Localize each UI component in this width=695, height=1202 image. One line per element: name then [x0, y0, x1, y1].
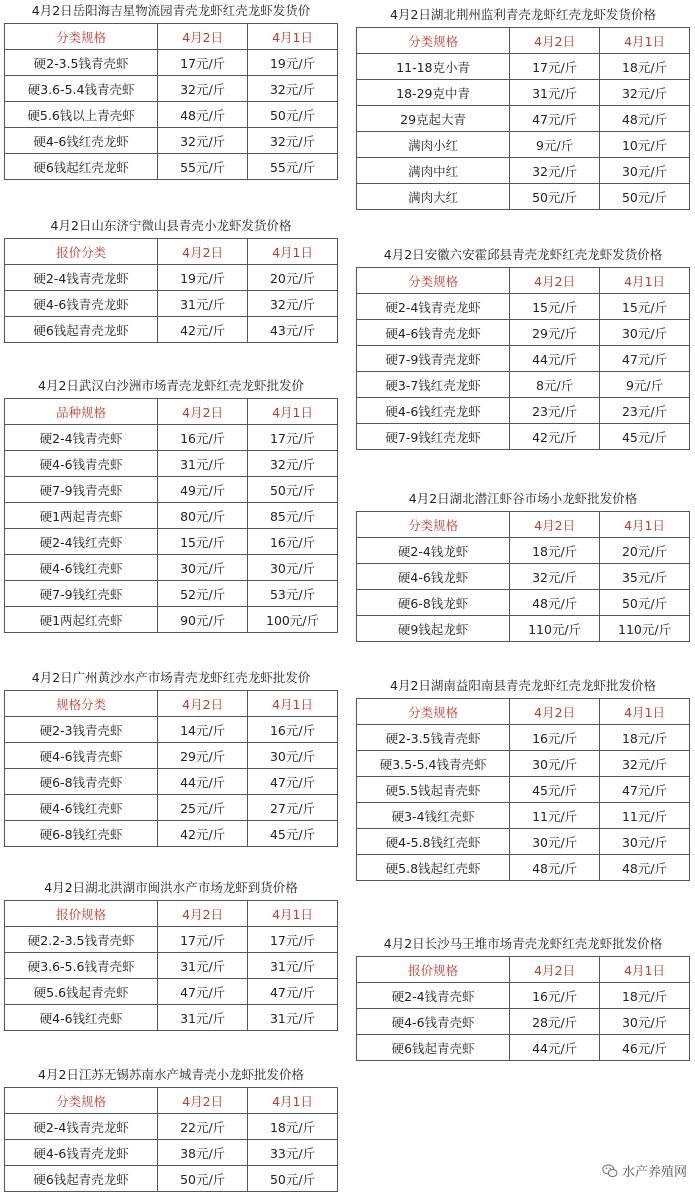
spec-cell: 硬3.5-5.4钱青壳虾: [357, 751, 510, 777]
price-cell: 30元/斤: [248, 743, 338, 769]
spec-cell: 满肉中红: [357, 158, 510, 184]
table-row: [5, 477, 338, 503]
column-header: 分类规格: [357, 28, 510, 54]
column-header: 4月2日: [510, 512, 600, 538]
spec-cell: 硬7-9钱青壳虾: [5, 477, 158, 503]
price-cell: 30元/斤: [600, 158, 690, 184]
price-cell: 50元/斤: [248, 477, 338, 503]
price-cell: 32元/斤: [510, 158, 600, 184]
price-block-9: [356, 678, 690, 881]
spec-cell: 29克起大青: [357, 106, 510, 132]
table-header-row: [5, 691, 338, 717]
price-cell: 31元/斤: [248, 1005, 338, 1031]
price-cell: 50元/斤: [248, 102, 338, 128]
price-cell: 28元/斤: [510, 1009, 600, 1035]
table-row: [357, 184, 690, 210]
price-cell: 16元/斤: [248, 717, 338, 743]
price-cell: 44元/斤: [510, 1035, 600, 1061]
table-row: [357, 294, 690, 320]
spec-cell: 硬3-7钱红壳龙虾: [357, 372, 510, 398]
spec-cell: 满肉大红: [357, 184, 510, 210]
column-header: 分类规格: [357, 512, 510, 538]
price-cell: 31元/斤: [158, 1005, 248, 1031]
spec-cell: 硬4-6钱青壳虾: [5, 743, 158, 769]
table-row: [5, 50, 338, 76]
table-row: [5, 795, 338, 821]
price-cell: 35元/斤: [600, 564, 690, 590]
column-header: 4月2日: [510, 699, 600, 725]
price-cell: 32元/斤: [158, 128, 248, 154]
price-cell: 32元/斤: [600, 80, 690, 106]
spec-cell: 硬4-6钱龙虾: [357, 564, 510, 590]
table-title: 4月2日湖北洪湖市闽洪水产市场龙虾到货价格: [44, 880, 298, 895]
price-cell: 50元/斤: [248, 1166, 338, 1192]
price-cell: 17元/斤: [248, 927, 338, 953]
price-cell: 90元/斤: [158, 607, 248, 633]
price-cell: 15元/斤: [510, 294, 600, 320]
table-row: [5, 317, 338, 343]
price-block-10: [356, 936, 690, 1061]
spec-cell: 硬3.6-5.4钱青壳虾: [5, 76, 158, 102]
price-cell: 18元/斤: [248, 1114, 338, 1140]
price-cell: 19元/斤: [158, 265, 248, 291]
price-cell: 48元/斤: [510, 590, 600, 616]
spec-cell: 硬6钱起青壳虾: [357, 1035, 510, 1061]
column-header: 报价分类: [5, 239, 158, 265]
price-cell: 18元/斤: [600, 983, 690, 1009]
price-cell: 42元/斤: [510, 424, 600, 450]
price-cell: 15元/斤: [158, 529, 248, 555]
spec-cell: 硬6-8钱青壳虾: [5, 769, 158, 795]
spec-cell: 硬7-9钱红壳虾: [5, 581, 158, 607]
price-cell: 47元/斤: [600, 346, 690, 372]
table-row: [357, 106, 690, 132]
table-row: [357, 590, 690, 616]
spec-cell: 硬4-6钱红壳虾: [5, 1005, 158, 1031]
table-header-row: [5, 1088, 338, 1114]
table-row: [5, 529, 338, 555]
spec-cell: 硬4-6钱红壳龙虾: [357, 398, 510, 424]
price-cell: 19元/斤: [248, 50, 338, 76]
price-cell: 52元/斤: [158, 581, 248, 607]
price-cell: 18元/斤: [600, 54, 690, 80]
price-cell: 100元/斤: [248, 607, 338, 633]
table-row: [5, 503, 338, 529]
table-row: [5, 451, 338, 477]
price-cell: 9元/斤: [600, 372, 690, 398]
spec-cell: 硬4-6钱青壳虾: [5, 451, 158, 477]
column-header: 4月1日: [248, 691, 338, 717]
table-row: [5, 102, 338, 128]
price-cell: 43元/斤: [248, 317, 338, 343]
table-header-row: [5, 399, 338, 425]
price-cell: 32元/斤: [248, 76, 338, 102]
spec-cell: 硬1两起红壳虾: [5, 607, 158, 633]
price-cell: 20元/斤: [248, 265, 338, 291]
price-cell: 30元/斤: [600, 829, 690, 855]
price-cell: 38元/斤: [158, 1140, 248, 1166]
column-header: 4月1日: [248, 399, 338, 425]
spec-cell: 硬2-4钱红壳虾: [5, 529, 158, 555]
spec-cell: 硬4-6钱青壳龙虾: [5, 1140, 158, 1166]
price-cell: 46元/斤: [600, 1035, 690, 1061]
table-row: [357, 751, 690, 777]
price-cell: 45元/斤: [600, 424, 690, 450]
price-cell: 33元/斤: [248, 1140, 338, 1166]
spec-cell: 硬4-6钱红壳龙虾: [5, 128, 158, 154]
spec-cell: 硬6钱起青壳龙虾: [5, 317, 158, 343]
price-table: [356, 511, 690, 642]
price-cell: 30元/斤: [510, 751, 600, 777]
table-row: [357, 398, 690, 424]
column-header: 分类规格: [5, 24, 158, 50]
table-title: 4月2日长沙马王堆市场青壳龙虾红壳龙虾批发价格: [383, 936, 663, 951]
table-header-row: [5, 239, 338, 265]
spec-cell: 硬4-6钱青壳龙虾: [357, 320, 510, 346]
column-header: 4月2日: [158, 399, 248, 425]
price-cell: 30元/斤: [248, 555, 338, 581]
table-row: [357, 372, 690, 398]
spec-cell: 硬3-4钱红壳虾: [357, 803, 510, 829]
price-table: [4, 238, 338, 343]
table-row: [5, 717, 338, 743]
price-cell: 16元/斤: [158, 425, 248, 451]
table-row: [357, 158, 690, 184]
spec-cell: 硬7-9钱红壳龙虾: [357, 424, 510, 450]
price-cell: 42元/斤: [158, 317, 248, 343]
column-header: 分类规格: [5, 1088, 158, 1114]
spec-cell: 硬2-3.5钱青壳虾: [5, 50, 158, 76]
table-row: [357, 80, 690, 106]
table-row: [5, 769, 338, 795]
column-header: 4月2日: [158, 691, 248, 717]
price-cell: 18元/斤: [600, 725, 690, 751]
spec-cell: 18-29克中青: [357, 80, 510, 106]
watermark: [602, 1161, 687, 1180]
column-header: 4月1日: [600, 268, 690, 294]
price-block-4: [4, 880, 338, 1031]
price-cell: 80元/斤: [158, 503, 248, 529]
price-cell: 31元/斤: [510, 80, 600, 106]
table-row: [357, 320, 690, 346]
price-cell: 9元/斤: [510, 132, 600, 158]
price-cell: 53元/斤: [248, 581, 338, 607]
price-block-5: [4, 1067, 338, 1192]
price-cell: 14元/斤: [158, 717, 248, 743]
spec-cell: 硬5.5钱起青壳虾: [357, 777, 510, 803]
price-block-7: [356, 247, 690, 450]
price-cell: 15元/斤: [600, 294, 690, 320]
table-row: [5, 821, 338, 847]
table-row: [5, 76, 338, 102]
table-row: [357, 538, 690, 564]
table-row: [357, 616, 690, 642]
price-block-2: [4, 378, 338, 633]
spec-cell: 硬4-6钱青壳龙虾: [5, 291, 158, 317]
spec-cell: 硬2-4钱龙虾: [357, 538, 510, 564]
price-cell: 47元/斤: [600, 777, 690, 803]
price-table: [4, 900, 338, 1031]
column-header: 4月2日: [158, 239, 248, 265]
wechat-icon: [602, 1163, 618, 1179]
spec-cell: 硬9钱起龙虾: [357, 616, 510, 642]
table-title: 4月2日岳阳海吉星物流园青壳龙虾红壳龙虾发货价: [31, 3, 311, 18]
price-cell: 49元/斤: [158, 477, 248, 503]
column-header: 4月2日: [158, 901, 248, 927]
price-table: [4, 1087, 338, 1192]
table-row: [357, 424, 690, 450]
price-cell: 30元/斤: [600, 1009, 690, 1035]
column-header: 4月2日: [510, 957, 600, 983]
price-cell: 16元/斤: [248, 529, 338, 555]
price-cell: 11元/斤: [510, 803, 600, 829]
table-row: [357, 983, 690, 1009]
spec-cell: 硬5.6钱起青壳虾: [5, 979, 158, 1005]
table-row: [5, 555, 338, 581]
column-header: 4月2日: [158, 24, 248, 50]
spec-cell: 硬3.6-5.6钱青壳虾: [5, 953, 158, 979]
table-row: [5, 743, 338, 769]
table-row: [357, 777, 690, 803]
price-cell: 47元/斤: [510, 106, 600, 132]
column-header: 4月2日: [510, 268, 600, 294]
table-row: [357, 564, 690, 590]
spec-cell: 硬2-4钱青壳龙虾: [5, 1114, 158, 1140]
spec-cell: 11-18克小青: [357, 54, 510, 80]
price-block-0: [4, 3, 338, 180]
price-cell: 47元/斤: [248, 769, 338, 795]
table-row: [5, 607, 338, 633]
spec-cell: 硬4-6钱青壳虾: [357, 1009, 510, 1035]
spec-cell: 硬6钱起红壳龙虾: [5, 154, 158, 180]
table-row: [5, 979, 338, 1005]
watermark-text: 水产养殖网: [621, 1165, 687, 1180]
price-cell: 55元/斤: [248, 154, 338, 180]
column-header: 4月2日: [510, 28, 600, 54]
price-cell: 17元/斤: [158, 927, 248, 953]
column-header: 4月1日: [600, 699, 690, 725]
price-cell: 50元/斤: [510, 184, 600, 210]
price-cell: 44元/斤: [158, 769, 248, 795]
spec-cell: 硬2-4钱青壳龙虾: [357, 294, 510, 320]
table-row: [5, 581, 338, 607]
price-cell: 50元/斤: [158, 1166, 248, 1192]
price-table: [356, 267, 690, 450]
price-cell: 85元/斤: [248, 503, 338, 529]
price-cell: 48元/斤: [510, 855, 600, 881]
table-header-row: [5, 24, 338, 50]
price-cell: 11元/斤: [600, 803, 690, 829]
column-header: 4月1日: [248, 1088, 338, 1114]
price-cell: 20元/斤: [600, 538, 690, 564]
table-row: [5, 953, 338, 979]
table-row: [357, 1009, 690, 1035]
table-title: 4月2日湖北潜江虾谷市场小龙虾批发价格: [408, 491, 638, 506]
table-row: [5, 1140, 338, 1166]
column-header: 报价规格: [357, 957, 510, 983]
price-table: [4, 23, 338, 180]
spec-cell: 硬5.6钱以上青壳虾: [5, 102, 158, 128]
spec-cell: 硬1两起青壳虾: [5, 503, 158, 529]
price-block-6: [356, 7, 690, 210]
table-title: 4月2日江苏无锡苏南水产城青壳小龙虾批发价格: [38, 1067, 304, 1082]
column-header: 报价规格: [5, 901, 158, 927]
price-cell: 17元/斤: [158, 50, 248, 76]
column-header: 4月1日: [600, 28, 690, 54]
price-cell: 32元/斤: [248, 291, 338, 317]
spec-cell: 硬2-4钱青壳龙虾: [5, 265, 158, 291]
price-cell: 45元/斤: [510, 777, 600, 803]
price-cell: 30元/斤: [510, 829, 600, 855]
price-cell: 31元/斤: [158, 291, 248, 317]
column-header: 分类规格: [357, 699, 510, 725]
price-cell: 48元/斤: [158, 102, 248, 128]
table-title: 4月2日湖南益阳南县青壳龙虾红壳龙虾批发价格: [390, 678, 656, 693]
spec-cell: 硬6钱起青壳龙虾: [5, 1166, 158, 1192]
price-cell: 42元/斤: [158, 821, 248, 847]
price-cell: 110元/斤: [600, 616, 690, 642]
price-cell: 16元/斤: [510, 725, 600, 751]
table-row: [5, 1114, 338, 1140]
column-header: 4月2日: [158, 1088, 248, 1114]
table-row: [5, 265, 338, 291]
price-table: [356, 698, 690, 881]
table-header-row: [357, 512, 690, 538]
price-cell: 32元/斤: [158, 76, 248, 102]
spec-cell: 硬5.8钱起红壳虾: [357, 855, 510, 881]
price-cell: 50元/斤: [600, 590, 690, 616]
table-header-row: [357, 268, 690, 294]
price-cell: 17元/斤: [248, 425, 338, 451]
price-cell: 23元/斤: [600, 398, 690, 424]
table-title: 4月2日武汉白沙洲市场青壳龙虾红壳龙虾批发价: [38, 378, 304, 393]
price-table: [4, 690, 338, 847]
price-cell: 31元/斤: [158, 451, 248, 477]
table-row: [357, 346, 690, 372]
table-header-row: [357, 699, 690, 725]
spec-cell: 硬4-6钱红壳虾: [5, 555, 158, 581]
spec-cell: 硬6-8钱龙虾: [357, 590, 510, 616]
price-cell: 48元/斤: [600, 855, 690, 881]
price-cell: 17元/斤: [510, 54, 600, 80]
price-cell: 47元/斤: [248, 979, 338, 1005]
price-cell: 47元/斤: [158, 979, 248, 1005]
table-row: [5, 1166, 338, 1192]
table-header-row: [5, 901, 338, 927]
column-header: 4月1日: [600, 512, 690, 538]
column-header: 分类规格: [357, 268, 510, 294]
table-row: [357, 829, 690, 855]
price-table: [356, 27, 690, 210]
price-cell: 27元/斤: [248, 795, 338, 821]
table-row: [5, 128, 338, 154]
price-cell: 44元/斤: [510, 346, 600, 372]
price-block-3: [4, 670, 338, 847]
column-header: 4月1日: [248, 239, 338, 265]
column-header: 4月1日: [600, 957, 690, 983]
table-title: 4月2日广州黄沙水产市场青壳龙虾红壳龙虾批发价: [31, 670, 311, 685]
price-cell: 25元/斤: [158, 795, 248, 821]
price-cell: 32元/斤: [248, 128, 338, 154]
spec-cell: 硬2.2-3.5钱青壳虾: [5, 927, 158, 953]
price-cell: 31元/斤: [158, 953, 248, 979]
table-row: [357, 803, 690, 829]
table-header-row: [357, 957, 690, 983]
price-cell: 10元/斤: [600, 132, 690, 158]
spec-cell: 硬2-4钱青壳虾: [5, 425, 158, 451]
spec-cell: 硬6-8钱红壳虾: [5, 821, 158, 847]
spec-cell: 硬2-3钱青壳虾: [5, 717, 158, 743]
spec-cell: 硬7-9钱青壳龙虾: [357, 346, 510, 372]
table-row: [5, 425, 338, 451]
table-row: [357, 855, 690, 881]
spec-cell: 硬2-3.5钱青壳虾: [357, 725, 510, 751]
table-row: [357, 54, 690, 80]
price-cell: 30元/斤: [158, 555, 248, 581]
price-cell: 50元/斤: [600, 184, 690, 210]
price-table: [356, 956, 690, 1061]
price-cell: 31元/斤: [248, 953, 338, 979]
spec-cell: 硬4-5.8钱红壳虾: [357, 829, 510, 855]
price-cell: 29元/斤: [158, 743, 248, 769]
column-header: 规格分类: [5, 691, 158, 717]
price-cell: 32元/斤: [248, 451, 338, 477]
table-header-row: [357, 28, 690, 54]
price-cell: 110元/斤: [510, 616, 600, 642]
table-row: [357, 725, 690, 751]
price-cell: 45元/斤: [248, 821, 338, 847]
table-row: [5, 927, 338, 953]
spec-cell: 硬4-6钱红壳虾: [5, 795, 158, 821]
price-cell: 32元/斤: [510, 564, 600, 590]
price-cell: 48元/斤: [600, 106, 690, 132]
table-row: [5, 1005, 338, 1031]
table-row: [5, 291, 338, 317]
table-row: [357, 1035, 690, 1061]
price-cell: 16元/斤: [510, 983, 600, 1009]
table-row: [357, 132, 690, 158]
spec-cell: 满肉小红: [357, 132, 510, 158]
price-cell: 18元/斤: [510, 538, 600, 564]
price-cell: 22元/斤: [158, 1114, 248, 1140]
table-row: [5, 154, 338, 180]
price-cell: 30元/斤: [600, 320, 690, 346]
table-title: 4月2日安徽六安霍邱县青壳龙虾红壳龙虾发货价格: [383, 247, 663, 262]
column-header: 4月1日: [248, 901, 338, 927]
column-header: 4月1日: [248, 24, 338, 50]
price-cell: 8元/斤: [510, 372, 600, 398]
price-cell: 32元/斤: [600, 751, 690, 777]
table-title: 4月2日山东济宁微山县青壳小龙虾发货价格: [50, 218, 292, 233]
price-table: [4, 398, 338, 633]
column-header: 品种规格: [5, 399, 158, 425]
price-cell: 29元/斤: [510, 320, 600, 346]
price-cell: 23元/斤: [510, 398, 600, 424]
table-title: 4月2日湖北荆州监利青壳龙虾红壳龙虾发货价格: [390, 7, 656, 22]
spec-cell: 硬2-4钱青壳虾: [357, 983, 510, 1009]
price-block-8: [356, 491, 690, 642]
price-cell: 55元/斤: [158, 154, 248, 180]
price-block-1: [4, 218, 338, 343]
